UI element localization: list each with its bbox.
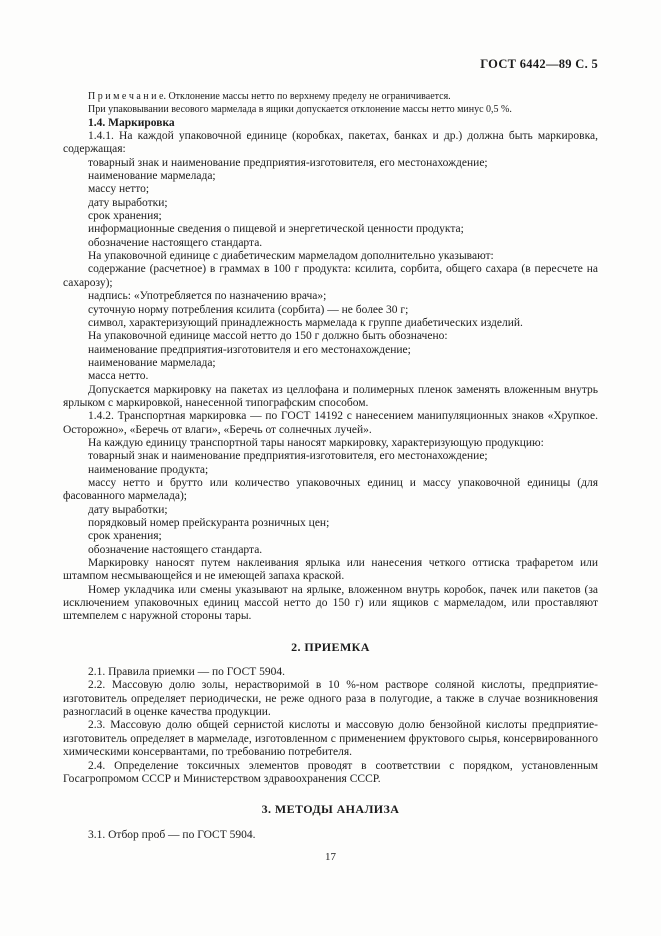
paragraph: масса нетто.	[88, 370, 149, 383]
paragraph: срок хранения;	[88, 210, 162, 223]
paragraph: товарный знак и наименование предприятия-изготовителя, его местонахождение;	[88, 156, 488, 169]
section-heading: 3. МЕТОДЫ АНАЛИЗА	[261, 802, 400, 817]
paragraph: На каждую единицу транспортной тары наносят маркировку, характеризующую продукцию:	[88, 436, 544, 449]
paragraph: наименование мармелада;	[88, 356, 216, 369]
paragraph: порядковый номер прейскуранта розничных цен;	[88, 517, 330, 529]
paragraph: На упаковочной единице массой нетто до 150 г должно быть обозначено:	[88, 330, 448, 343]
paragraph: срок хранения;	[88, 530, 162, 543]
paragraph: Номер укладчика или смены указывают на ярлыке, вложенном внутрь коробок, пачек или пакетов (за исключением упаковочных единиц массой нетто до 150 г) или ящиков с мармеладом, или проставляют штемпелем с наружной стороны тары.	[63, 583, 598, 623]
page-header-standard-number: ГОСТ 6442—89 С. 5	[480, 57, 598, 71]
page-number: 17	[325, 850, 336, 863]
paragraph: На упаковочной единице с диабетическим мармеладом дополнительно указывают:	[88, 250, 494, 263]
paragraph: 2.3. Массовую долю общей сернистой кислоты и массовую долю бензойной кислоты предприятие-изготовитель определяет в мармеладе, изготовленном с применением фруктового сырья, консервированного химическими консервантами, по требованию потребителя.	[63, 719, 598, 759]
paragraph: товарный знак и наименование предприятия-изготовителя, его местонахождение;	[88, 450, 488, 463]
paragraph: наименование мармелада;	[88, 170, 216, 183]
paragraph: 2.1. Правила приемки — по ГОСТ 5904.	[88, 666, 286, 679]
paragraph: 2.4. Определение токсичных элементов проводят в соответствии с порядком, установленным Госагропромом СССР и Министерством здравоохранения СССР.	[63, 759, 598, 785]
paragraph: Маркировку наносят путем наклеивания ярлыка или нанесения четкого оттиска трафаретом или штампом несмывающейся и не имеющей запаха краской.	[63, 557, 598, 583]
document-body	[63, 90, 598, 842]
paragraph: дату выработки;	[88, 196, 168, 209]
paragraph: 1.4.1. На каждой упаковочной единице (коробках, пакетах, банках и др.) должна быть маркировка, содержащая:	[63, 130, 598, 156]
paragraph: обозначение настоящего стандарта.	[88, 236, 263, 249]
paragraph: 3.1. Отбор проб — по ГОСТ 5904.	[88, 828, 256, 841]
paragraph: 2.2. Массовую долю золы, нерастворимой в 10 %-ном растворе соляной кислоты, предприятие-изготовитель определяет периодически, не реже одного раза в полугодие, а также в случае возникновения разногласий в оценке качества продукции.	[63, 679, 598, 719]
paragraph: массу нетто и брутто или количество упаковочных единиц и массу упаковочной единицы (для фасованного мармелада);	[63, 476, 598, 503]
paragraph: массу нетто;	[88, 183, 150, 196]
paragraph: 1.4.2. Транспортная маркировка — по ГОСТ 14192 с нанесением манипуляционных знаков «Хрупкое. Осторожно», «Беречь от влаги», «Беречь от солнечных лучей».	[63, 410, 598, 436]
subsection-heading: 1.4. Маркировка	[88, 116, 175, 129]
section-heading: 2. ПРИЕМКА	[291, 639, 370, 654]
paragraph: обозначение настоящего стандарта.	[88, 543, 263, 556]
paragraph: содержание (расчетное) в граммах в 100 г продукта: ксилита, сорбита, общего сахара (в пересчете на сахарозу);	[63, 263, 598, 289]
paragraph: наименование продукта;	[88, 463, 209, 476]
paragraph: Допускается маркировку на пакетах из целлофана и полимерных пленок заменять вложенным внутрь ярлыком с маркировкой, нанесенной типографским способом.	[63, 383, 598, 409]
note-text: П р и м е ч а н и е. Отклонение массы нетто по верхнему пределу не ограничивается.	[88, 91, 451, 102]
paragraph: суточную норму потребления ксилита (сорбита) — не более 30 г;	[88, 303, 409, 316]
paragraph: наименование предприятия-изготовителя и его местонахождение;	[88, 343, 411, 356]
paragraph: надпись: «Употребляется по назначению врача»;	[88, 290, 327, 303]
paragraph: символ, характеризующий принадлежность мармелада к группе диабетических изделий.	[88, 316, 523, 329]
paragraph: дату выработки;	[88, 503, 168, 516]
note-text: При упаковывании весового мармелада в ящики допускается отклонение массы нетто минус 0,5 %.	[88, 104, 512, 116]
paragraph: информационные сведения о пищевой и энергетической ценности продукта;	[88, 223, 464, 236]
